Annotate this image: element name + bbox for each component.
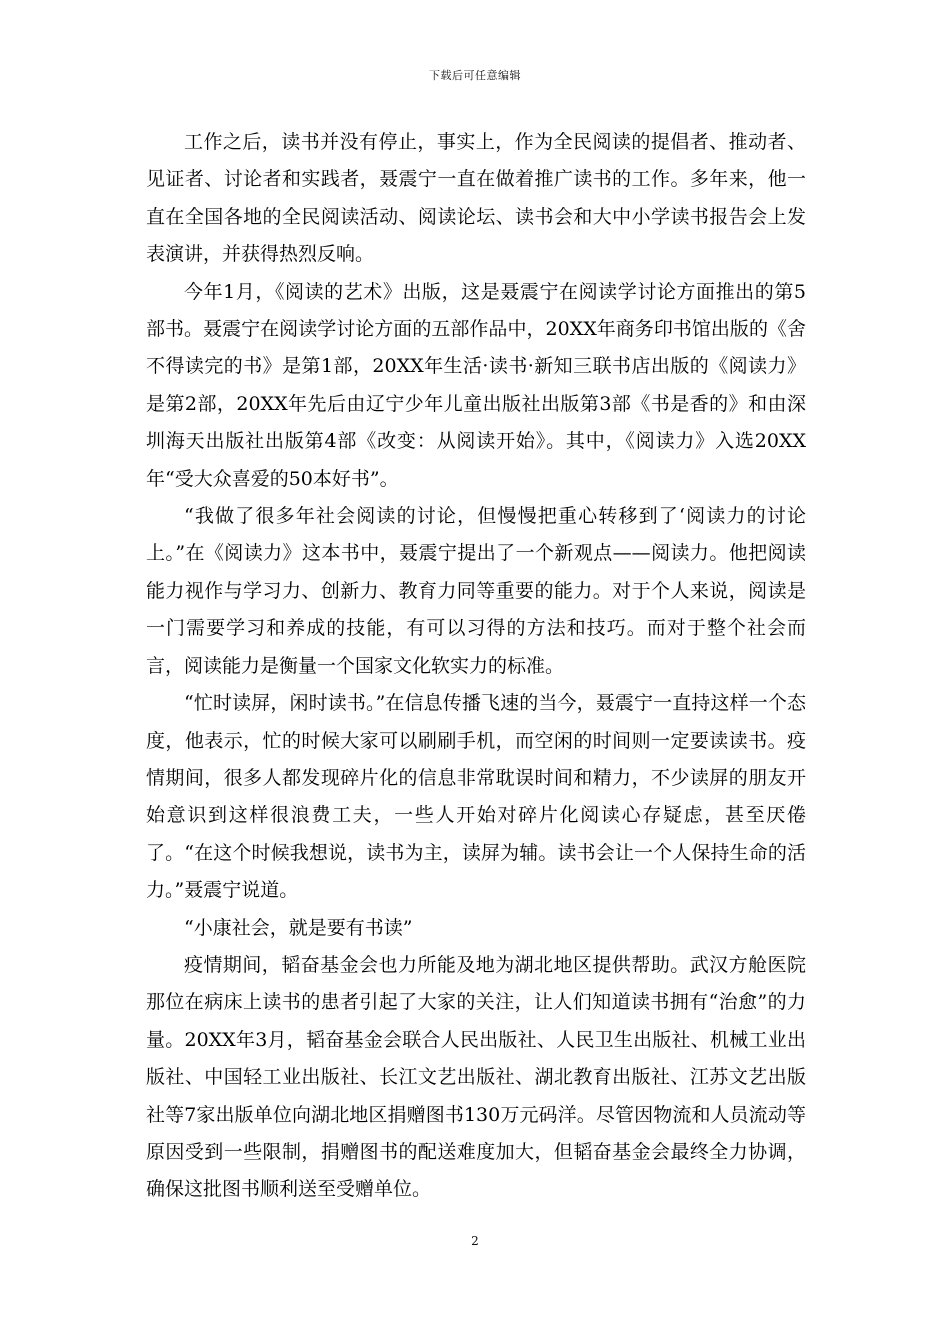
header-note: 下载后可任意编辑 — [429, 69, 521, 82]
paragraph-work-reading: 工作之后，读书并没有停止，事实上，作为全民阅读的提倡者、推动者、见证者、讨论者和实践者，聂震宁一直在做着推广读书的工作。多年来，他一直在全国各地的全民阅读活动、阅读论坛、读书会和大中小学读书报告会上发表演讲，并获得热烈反响。 — [146, 131, 806, 266]
paragraph-art-of-reading: 今年1月，《阅读的艺术》出版，这是聂震宁在阅读学讨论方面推出的第5部书。聂震宁在阅读学讨论方面的五部作品中，20XX年商务印书馆出版的《舍不得读完的书》是第1部，20XX年生活·读书·新知三联书店出版的《阅读力》是第2部，20XX年先后由辽宁少年儿童出版社出版第3部《书是香的》和由深圳海天出版社出版第4部《改变：从阅读开始》。其中，《阅读力》入选20XX年“受大众喜爱的50本好书”。 — [146, 280, 806, 490]
page-number: 2 — [471, 1234, 479, 1248]
paragraph-screen-vs-book: “忙时读屏，闲时读书。”在信息传播飞速的当今，聂震宁一直持这样一个态度，他表示，忙的时候大家可以刷刷手机，而空闲的时间则一定要读读书。疫情期间，很多人都发现碎片化的信息非常耽误时间和精力，不少读屏的朋友开始意识到这样很浪费工夫，一些人开始对碎片化阅读心存疑虑，甚至厌倦了。“在这个时候我想说，读书为主，读屏为辅。读书会让一个人保持生命的活力。”聂震宁说道。 — [146, 692, 806, 902]
document-body — [146, 124, 806, 1209]
paragraph-book-donation: 疫情期间，韬奋基金会也力所能及地为湖北地区提供帮助。武汉方舱医院那位在病床上读书的患者引起了大家的关注，让人们知道读书拥有“治愈”的力量。20XX年3月，韬奋基金会联合人民出版社、人民卫生出版社、机械工业出版社、中国轻工业出版社、长江文艺出版社、湖北教育出版社、江苏文艺出版社等7家出版单位向湖北地区捐赠图书130万元码洋。尽管因物流和人员流动等原因受到一些限制，捐赠图书的配送难度加大，但韬奋基金会最终全力协调，确保这批图书顺利送至受赠单位。 — [146, 953, 806, 1201]
paragraph-reading-power: “我做了很多年社会阅读的讨论，但慢慢把重心转移到了‘阅读力的讨论上。”在《阅读力》这本书中，聂震宁提出了一个新观点——阅读力。他把阅读能力视作与学习力、创新力、教育力同等重要的能力。对于个人来说，阅读是一门需要学习和养成的技能，有可以习得的方法和技巧。而对于整个社会而言，阅读能力是衡量一个国家文化软实力的标准。 — [146, 505, 806, 677]
section-heading: “小康社会，就是要有书读” — [184, 916, 413, 939]
